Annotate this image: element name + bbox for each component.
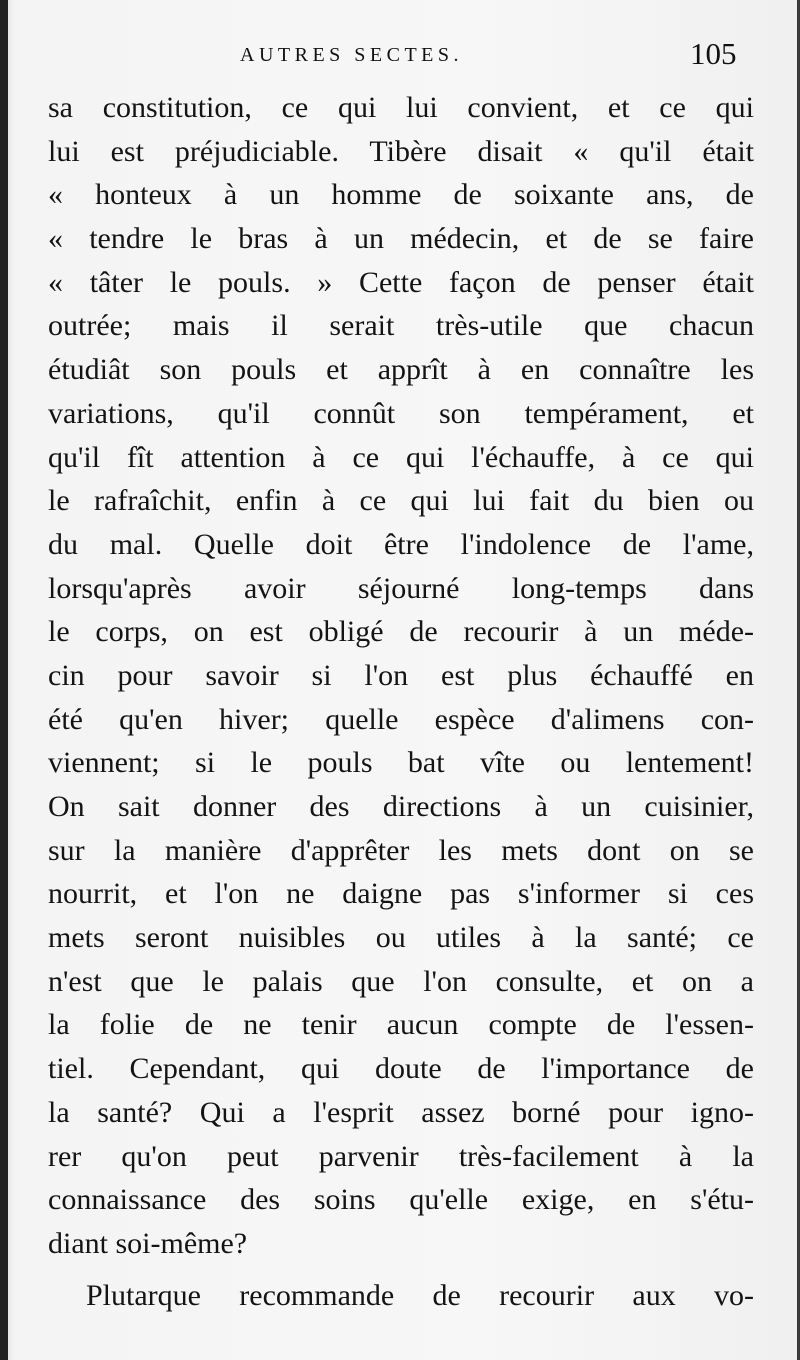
text-line: « honteux à un homme de soixante ans, de [48, 178, 754, 212]
page-header [0, 36, 800, 80]
text-line: n'est que le palais que l'on consulte, et on a [48, 964, 754, 998]
text-line: connaissance des soins qu'elle exige, en s'étu- [48, 1183, 754, 1217]
paragraph-2 [48, 1274, 754, 1318]
text-line: diant soi-même? [48, 1226, 248, 1260]
text-line: lorsqu'après avoir séjourné long-temps dans [48, 571, 754, 605]
text-line: étudiât son pouls et apprît à en connaître les [48, 353, 754, 387]
body-text [48, 86, 754, 1317]
text-line: On sait donner des directions à un cuisinier, [48, 790, 754, 823]
text-line: cin pour savoir si l'on est plus échauffé en [48, 658, 754, 692]
text-line: tiel. Cependant, qui doute de l'importance de [48, 1052, 754, 1086]
text-line: Plutarque recommande de recourir aux vo- [86, 1278, 754, 1312]
text-line: été qu'en hiver; quelle espèce d'alimens con- [48, 702, 754, 736]
text-line: « tendre le bras à un médecin, et de se faire [48, 222, 754, 256]
text-line: le corps, on est obligé de recourir à un méde- [48, 615, 754, 649]
text-line: sur la manière d'apprêter les mets dont on se [48, 833, 754, 867]
page-number: 105 [690, 36, 737, 71]
text-line: qu'il fît attention à ce qui l'échauffe, à ce qui [48, 440, 754, 474]
text-line: la folie de ne tenir aucun compte de l'essen- [48, 1008, 754, 1042]
paragraph-1 [48, 86, 754, 1266]
text-line: « tâter le pouls. » Cette façon de penser était [48, 265, 754, 299]
text-line: du mal. Quelle doit être l'indolence de l'ame, [48, 527, 754, 561]
text-line: le rafraîchit, enfin à ce qui lui fait du bien ou [48, 484, 754, 518]
running-title: AUTRES SECTES. [240, 44, 464, 66]
text-line: mets seront nuisibles ou utiles à la santé; ce [48, 921, 754, 955]
text-line: rer qu'on peut parvenir très-facilement à la [48, 1139, 754, 1173]
text-line: outrée; mais il serait très-utile que chacun [48, 309, 754, 343]
text-line: variations, qu'il connût son tempérament, et [48, 396, 754, 430]
paragraph-gap [48, 1266, 754, 1274]
text-line: viennent; si le pouls bat vîte ou lentement! [48, 746, 754, 780]
text-line: nourrit, et l'on ne daigne pas s'informer si ces [48, 877, 754, 911]
page-left-edge-shadow [0, 0, 8, 1360]
text-line: lui est préjudiciable. Tibère disait « qu'il était [48, 134, 754, 168]
text-line: sa constitution, ce qui lui convient, et ce qui [48, 91, 754, 124]
text-line: la santé? Qui a l'esprit assez borné pour igno- [48, 1095, 754, 1129]
